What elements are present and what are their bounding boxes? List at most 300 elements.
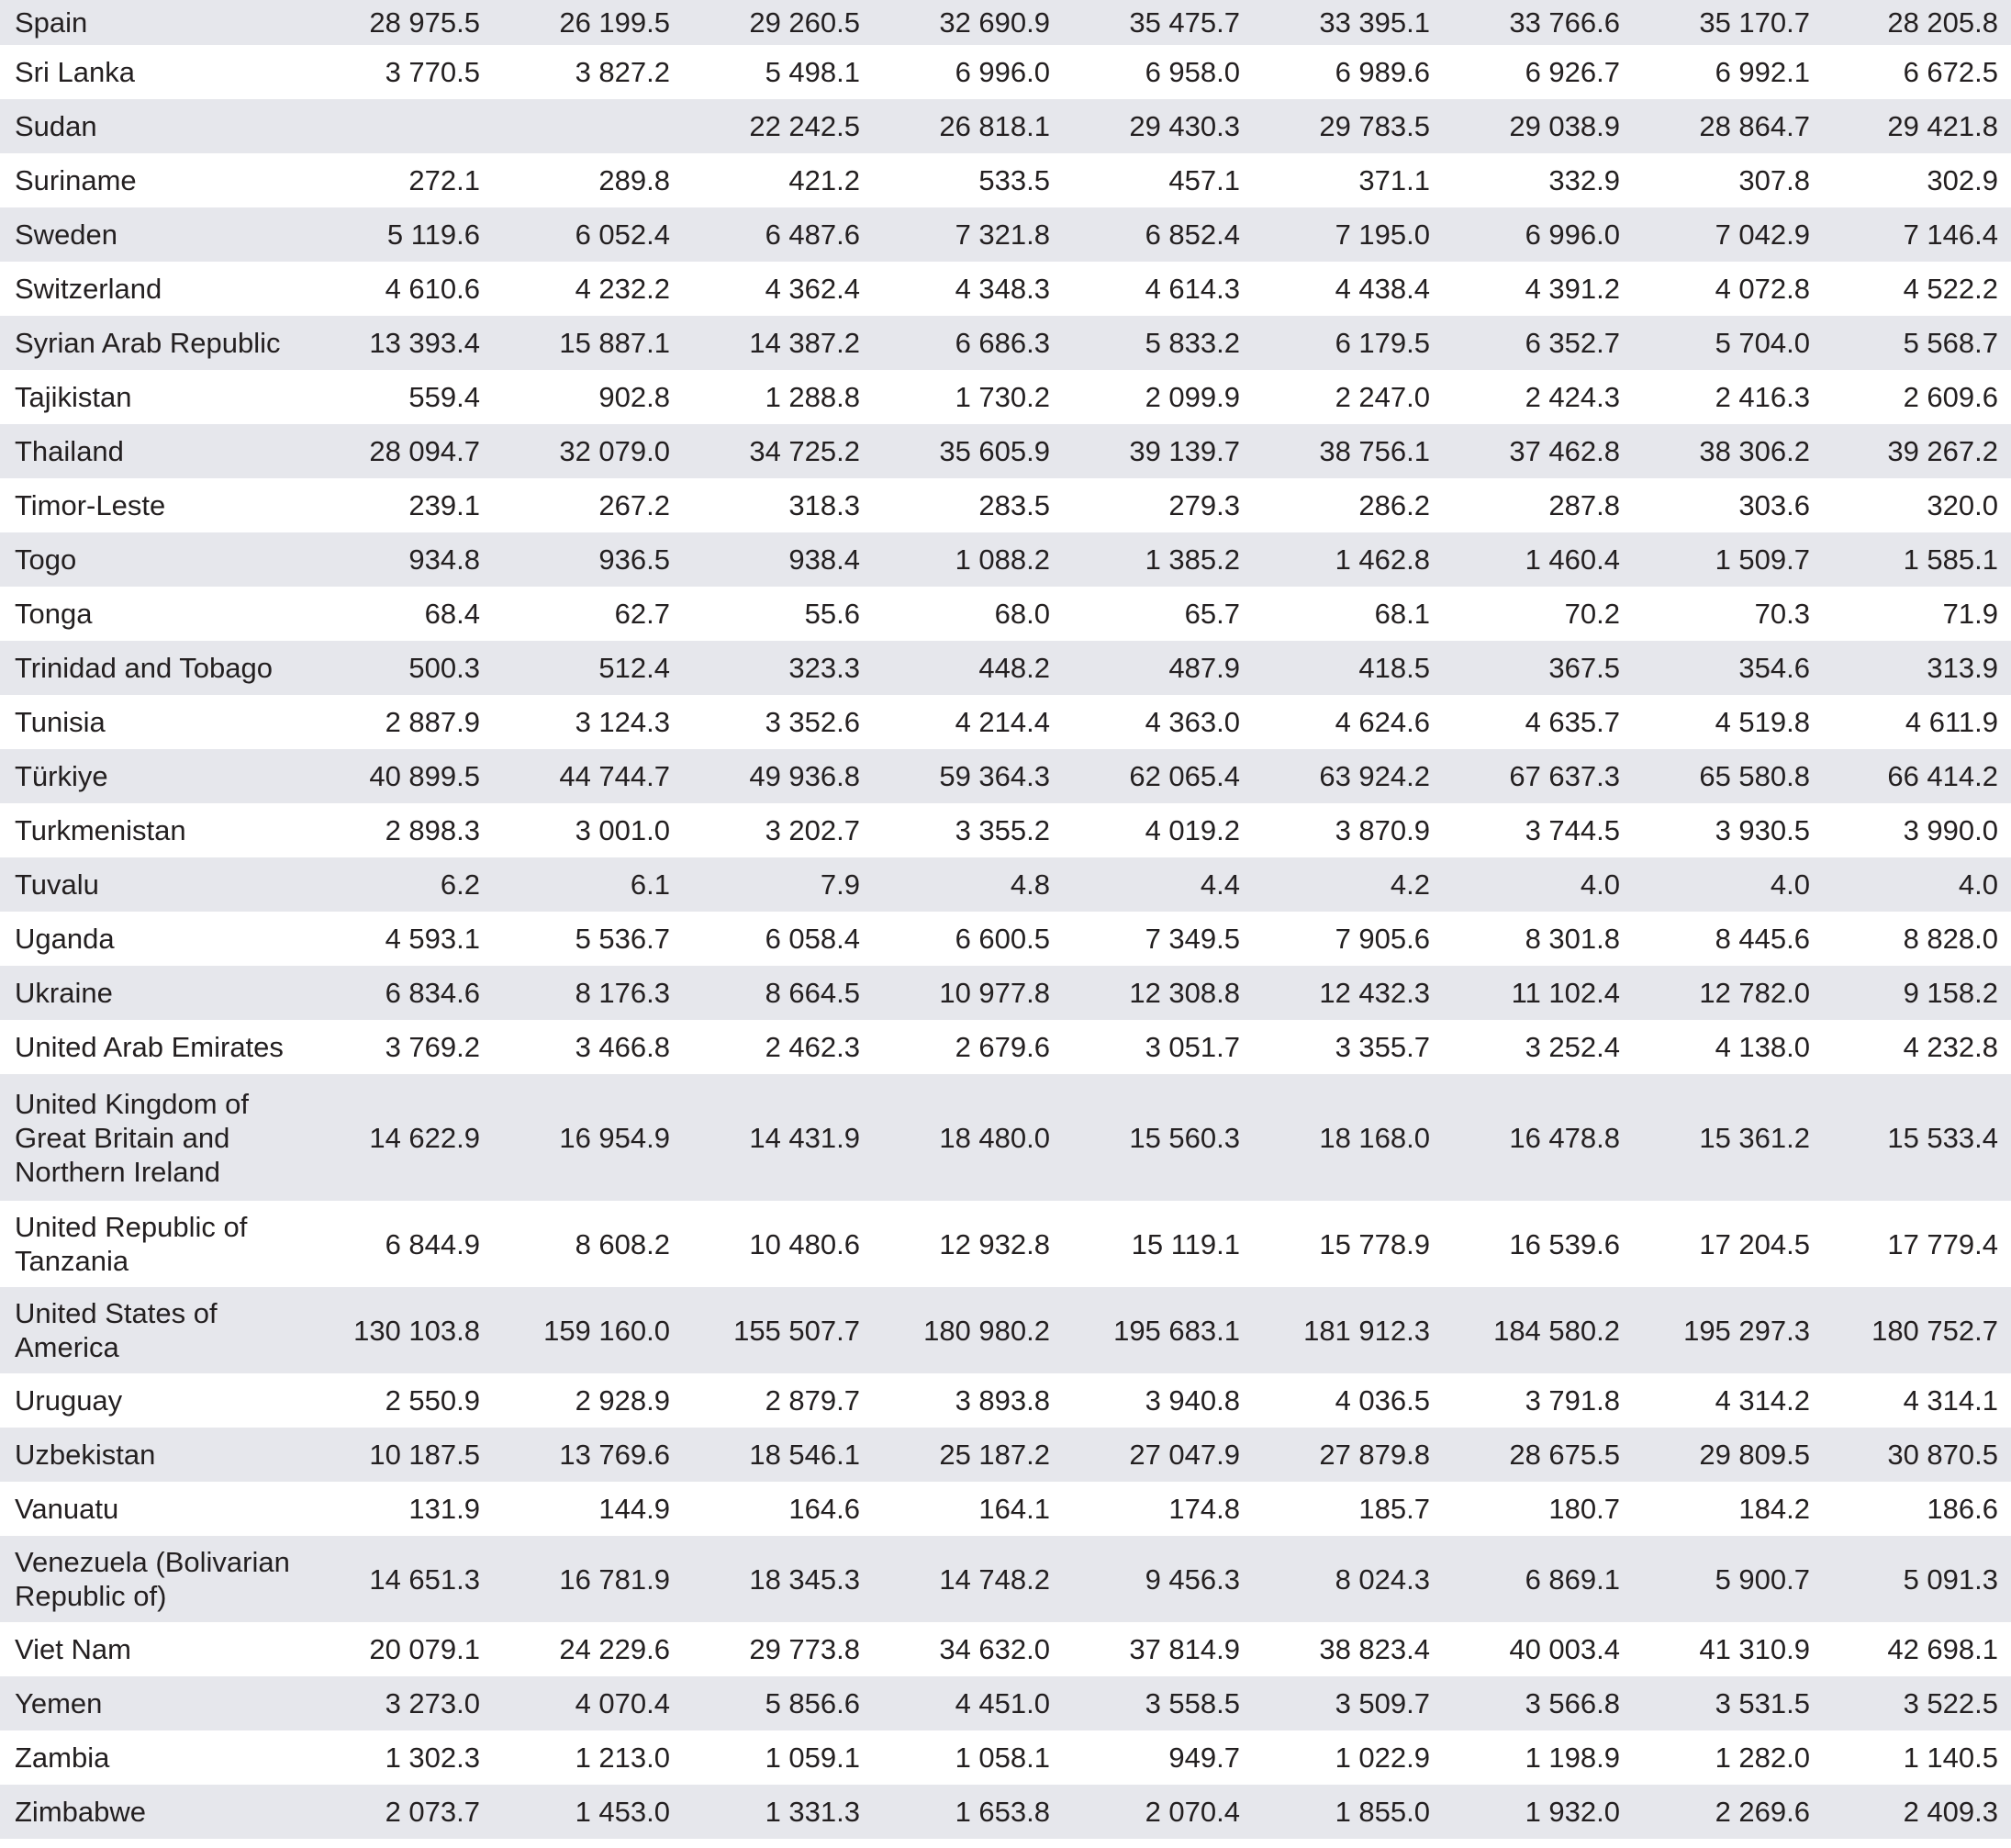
value-cell: 38 756.1 [1253,424,1443,478]
value-cell: 279.3 [1168,489,1240,521]
value-cell: 3 893.8 [955,1384,1050,1417]
value-cell: 15 119.1 [1131,1227,1240,1260]
value-cell: 320.0 [1927,489,1998,521]
value-cell: 2 887.9 [385,706,480,738]
value-cell: 267.2 [598,489,670,521]
country-name-cell: Sri Lanka [15,56,135,88]
table-row [0,207,2011,262]
value-cell: 155 507.7 [683,1287,873,1373]
value-cell: 68.1 [1374,598,1430,630]
value-cell: 6 926.7 [1525,56,1620,88]
value-cell: 4.2 [1253,857,1443,912]
value-cell: 44 744.7 [493,749,683,803]
value-cell: 29 430.3 [1063,99,1253,153]
value-cell: 4 138.0 [1715,1031,1810,1063]
value-cell: 6 352.7 [1443,316,1633,370]
value-cell: 15 361.2 [1633,1074,1823,1201]
value-cell: 25 187.2 [873,1428,1063,1482]
value-cell: 20 079.1 [369,1633,480,1665]
value-cell: 42 698.1 [1887,1633,1998,1665]
value-cell: 15 887.1 [493,316,683,370]
value-cell: 4 522.2 [1903,273,1998,305]
value-cell: 70.3 [1754,598,1810,630]
value-cell: 448.2 [873,641,1063,695]
value-cell: 272.1 [408,164,480,196]
country-name-cell: Syrian Arab Republic [0,316,303,370]
value-cell: 283.5 [978,489,1050,521]
value-cell: 6 958.0 [1145,56,1240,88]
value-cell: 533.5 [978,164,1050,196]
value-cell: 1 462.8 [1253,532,1443,587]
country-name-cell: Yemen [0,1676,303,1730]
value-cell: 10 187.5 [303,1428,493,1482]
table-row [0,857,2011,912]
country-name-cell: Tuvalu [0,857,303,912]
value-cell: 14 387.2 [683,316,873,370]
country-name-cell: Thailand [0,424,303,478]
country-name-cell: Türkiye [0,749,303,803]
value-cell: 7 349.5 [1145,923,1240,955]
value-cell: 180 752.7 [1823,1287,2011,1373]
value-cell: 195 683.1 [1063,1287,1253,1373]
value-cell: 14 651.3 [303,1536,493,1622]
value-cell: 3 870.9 [1335,814,1430,846]
value-cell: 2 073.7 [303,1785,493,1839]
value-cell: 35 170.7 [1633,0,1823,45]
value-cell: 26 818.1 [873,99,1063,153]
value-cell: 184.2 [1738,1493,1810,1525]
value-cell: 32 079.0 [493,424,683,478]
value-cell: 3 522.5 [1823,1676,2011,1730]
country-name-cell: Trinidad and Tobago [0,641,303,695]
value-cell: 239.1 [408,489,480,521]
value-cell: 500.3 [303,641,493,695]
table-row [0,1482,2011,1536]
value-cell: 6 852.4 [1063,207,1253,262]
value-cell: 2 099.9 [1145,381,1240,413]
value-cell: 15 533.4 [1823,1074,2011,1201]
value-cell: 63 924.2 [1253,749,1443,803]
value-cell: 4 362.4 [765,273,860,305]
value-cell: 29 783.5 [1253,99,1443,153]
value-cell: 59 364.3 [873,749,1063,803]
value-cell: 26 199.5 [493,0,683,45]
table-row [0,316,2011,370]
value-cell: 1 331.3 [683,1785,873,1839]
value-cell: 6.2 [303,857,493,912]
value-cell: 4 624.6 [1335,706,1430,738]
value-cell: 186.6 [1927,1493,1998,1525]
value-cell: 1 213.0 [575,1742,670,1774]
value-cell: 37 814.9 [1129,1633,1240,1665]
country-name-cell: Switzerland [15,273,162,305]
value-cell: 30 870.5 [1823,1428,2011,1482]
value-cell: 55.6 [804,598,860,630]
value-cell: 4.0 [1633,857,1823,912]
value-cell: 3 769.2 [385,1031,480,1063]
country-name-cell: United Kingdom of Great Britain and Northern Ireland [0,1074,303,1201]
value-cell: 67 637.3 [1443,749,1633,803]
value-cell: 39 267.2 [1823,424,2011,478]
value-cell: 3 252.4 [1525,1031,1620,1063]
value-cell: 68.0 [994,598,1050,630]
value-cell: 307.8 [1738,164,1810,196]
value-cell: 18 168.0 [1253,1074,1443,1201]
value-cell: 5 856.6 [683,1676,873,1730]
value-cell: 418.5 [1253,641,1443,695]
value-cell: 14 622.9 [303,1074,493,1201]
value-cell: 32 690.9 [873,0,1063,45]
value-cell: 16 478.8 [1443,1074,1633,1201]
value-cell: 354.6 [1633,641,1823,695]
value-cell: 12 432.3 [1253,966,1443,1020]
value-cell: 4 348.3 [955,273,1050,305]
value-cell: 4 438.4 [1335,273,1430,305]
value-cell: 180.7 [1548,1493,1620,1525]
value-cell: 2 609.6 [1903,381,1998,413]
table-row [0,1428,2011,1482]
country-name-cell: United Arab Emirates [15,1031,284,1063]
country-name-cell: United Republic of Tanzania [15,1211,248,1277]
value-cell: 2 070.4 [1063,1785,1253,1839]
value-cell: 8 176.3 [493,966,683,1020]
country-name-cell: Zimbabwe [0,1785,303,1839]
table-row [0,1373,2011,1428]
value-cell: 14 748.2 [873,1536,1063,1622]
table-row [0,153,2011,207]
value-cell: 195 297.3 [1633,1287,1823,1373]
value-cell: 313.9 [1823,641,2011,695]
value-cell: 17 779.4 [1887,1227,1998,1260]
value-cell: 1 022.9 [1335,1742,1430,1774]
value-cell: 1 855.0 [1253,1785,1443,1839]
value-cell: 4 593.1 [385,923,480,955]
value-cell [303,99,493,153]
value-cell: 3 355.2 [955,814,1050,846]
value-cell: 6 989.6 [1335,56,1430,88]
value-cell: 33 395.1 [1253,0,1443,45]
value-cell: 2 898.3 [385,814,480,846]
value-cell: 6 834.6 [303,966,493,1020]
table-row [0,1785,2011,1839]
value-cell: 2 928.9 [575,1384,670,1417]
value-cell: 1 282.0 [1715,1742,1810,1774]
value-cell: 130 103.8 [303,1287,493,1373]
value-cell: 371.1 [1358,164,1430,196]
value-cell: 7 042.9 [1633,207,1823,262]
value-cell: 28 864.7 [1633,99,1823,153]
value-cell: 4 363.0 [1145,706,1240,738]
country-name-cell: Tunisia [15,706,106,738]
value-cell: 367.5 [1443,641,1633,695]
value-cell: 38 823.4 [1319,1633,1430,1665]
value-cell: 4 611.9 [1905,706,1998,738]
value-cell: 4 036.5 [1335,1384,1430,1417]
country-name-cell: Vanuatu [15,1493,119,1525]
table-row [0,587,2011,641]
value-cell: 6 996.0 [1443,207,1633,262]
value-cell: 6 052.4 [493,207,683,262]
value-cell: 40 899.5 [303,749,493,803]
value-cell: 1 932.0 [1443,1785,1633,1839]
value-cell: 421.2 [788,164,860,196]
table-row [0,966,2011,1020]
table-row [0,1074,2011,1201]
value-cell: 8 445.6 [1715,923,1810,955]
value-cell: 18 480.0 [873,1074,1063,1201]
country-name-cell: Tonga [15,598,93,630]
country-name-cell: Sweden [0,207,303,262]
table-row [0,749,2011,803]
value-cell: 8 024.3 [1253,1536,1443,1622]
value-cell: 3 273.0 [303,1676,493,1730]
value-cell: 40 003.4 [1509,1633,1620,1665]
value-cell: 71.9 [1942,598,1998,630]
value-cell: 4.0 [1823,857,2011,912]
value-cell: 164.6 [788,1493,860,1525]
value-cell: 17 204.5 [1699,1227,1810,1260]
value-cell: 6 672.5 [1903,56,1998,88]
table-row [0,1020,2011,1074]
country-name-cell: Venezuela (Bolivarian Republic of) [0,1536,303,1622]
value-cell: 2 679.6 [955,1031,1050,1063]
value-cell: 6 869.1 [1443,1536,1633,1622]
value-cell: 29 421.8 [1823,99,2011,153]
value-cell: 4.8 [873,857,1063,912]
value-cell: 4 635.7 [1525,706,1620,738]
value-cell: 6 996.0 [955,56,1050,88]
value-cell: 1 302.3 [385,1742,480,1774]
table-row [0,262,2011,316]
value-cell: 34 725.2 [683,424,873,478]
value-cell: 2 247.0 [1335,381,1430,413]
value-cell: 4 232.2 [575,273,670,305]
country-name-cell: Viet Nam [15,1633,131,1665]
value-cell: 65.7 [1184,598,1240,630]
value-cell: 4 314.1 [1903,1384,1998,1417]
value-cell: 303.6 [1738,489,1810,521]
value-cell: 559.4 [408,381,480,413]
country-name-cell: Uganda [15,923,115,955]
value-cell: 289.8 [598,164,670,196]
table-row [0,912,2011,966]
value-cell: 29 260.5 [683,0,873,45]
value-cell: 15 560.3 [1063,1074,1253,1201]
value-cell: 1 453.0 [493,1785,683,1839]
value-cell: 2 269.6 [1633,1785,1823,1839]
value-cell: 3 990.0 [1903,814,1998,846]
value-cell: 302.9 [1927,164,1998,196]
value-cell: 12 932.8 [939,1227,1050,1260]
value-cell: 6 179.5 [1253,316,1443,370]
value-cell: 4 232.8 [1903,1031,1998,1063]
country-name-cell: Togo [0,532,303,587]
value-cell: 287.8 [1548,489,1620,521]
value-cell: 37 462.8 [1443,424,1633,478]
value-cell: 938.4 [683,532,873,587]
value-cell: 4 072.8 [1715,273,1810,305]
value-cell: 70.2 [1564,598,1620,630]
value-cell: 174.8 [1168,1493,1240,1525]
value-cell: 3 827.2 [575,56,670,88]
value-cell: 5 498.1 [765,56,860,88]
value-cell: 15 778.9 [1319,1227,1430,1260]
table-row [0,641,2011,695]
value-cell: 18 345.3 [683,1536,873,1622]
value-cell: 184 580.2 [1443,1287,1633,1373]
value-cell: 4 451.0 [873,1676,1063,1730]
value-cell: 936.5 [493,532,683,587]
value-cell: 4 519.8 [1715,706,1810,738]
value-cell: 3 930.5 [1715,814,1810,846]
value-cell: 6 058.4 [765,923,860,955]
value-cell: 5 568.7 [1823,316,2011,370]
value-cell: 35 605.9 [873,424,1063,478]
value-cell: 18 546.1 [683,1428,873,1482]
value-cell: 1 058.1 [955,1742,1050,1774]
country-name-cell: Tajikistan [15,381,132,413]
value-cell: 2 416.3 [1715,381,1810,413]
value-cell: 4 214.4 [955,706,1050,738]
value-cell: 62 065.4 [1063,749,1253,803]
value-cell: 3 001.0 [575,814,670,846]
value-cell: 2 424.3 [1525,381,1620,413]
value-cell: 3 744.5 [1525,814,1620,846]
value-cell: 3 509.7 [1253,1676,1443,1730]
table-row [0,1622,2011,1676]
value-cell: 1 088.2 [873,532,1063,587]
value-cell: 3 124.3 [575,706,670,738]
value-cell: 27 879.8 [1253,1428,1443,1482]
table-row [0,424,2011,478]
table-row [0,45,2011,99]
value-cell: 332.9 [1548,164,1620,196]
value-cell: 8 828.0 [1903,923,1998,955]
table-row [0,1201,2011,1287]
country-name-cell: Uzbekistan [0,1428,303,1482]
value-cell: 3 531.5 [1633,1676,1823,1730]
value-cell: 39 139.7 [1063,424,1253,478]
value-cell: 13 393.4 [303,316,493,370]
value-cell: 4 614.3 [1145,273,1240,305]
value-cell: 16 954.9 [493,1074,683,1201]
value-cell: 934.8 [303,532,493,587]
value-cell: 4 314.2 [1715,1384,1810,1417]
value-cell: 38 306.2 [1633,424,1823,478]
value-cell: 28 975.5 [303,0,493,45]
value-cell: 1 288.8 [765,381,860,413]
value-cell: 6 992.1 [1715,56,1810,88]
value-cell: 11 102.4 [1443,966,1633,1020]
value-cell: 6.1 [493,857,683,912]
value-cell: 4 019.2 [1145,814,1240,846]
table-row [0,478,2011,532]
value-cell: 10 977.8 [873,966,1063,1020]
value-cell: 1 059.1 [765,1742,860,1774]
value-cell: 7 321.8 [873,207,1063,262]
country-name-cell: Zambia [15,1742,110,1774]
value-cell: 29 809.5 [1633,1428,1823,1482]
table-row [0,695,2011,749]
value-cell: 65 580.8 [1633,749,1823,803]
value-cell: 16 539.6 [1509,1227,1620,1260]
value-cell: 4 391.2 [1525,273,1620,305]
value-cell: 1 509.7 [1633,532,1823,587]
value-cell: 286.2 [1358,489,1430,521]
value-cell: 159 160.0 [493,1287,683,1373]
value-cell: 24 229.6 [559,1633,670,1665]
value-cell: 1 460.4 [1443,532,1633,587]
value-cell: 68.4 [424,598,480,630]
value-cell: 29 773.8 [749,1633,860,1665]
value-cell: 164.1 [978,1493,1050,1525]
country-name-cell: Uruguay [15,1384,123,1417]
value-cell: 3 558.5 [1063,1676,1253,1730]
value-cell: 318.3 [788,489,860,521]
value-cell: 902.8 [598,381,670,413]
table-row [0,1287,2011,1373]
value-cell: 323.3 [683,641,873,695]
country-name-cell: Ukraine [0,966,303,1020]
table-row [0,1536,2011,1622]
value-cell: 12 308.8 [1063,966,1253,1020]
value-cell: 35 475.7 [1063,0,1253,45]
table-row [0,1676,2011,1730]
value-cell: 66 414.2 [1823,749,2011,803]
value-cell: 3 566.8 [1443,1676,1633,1730]
value-cell: 1 140.5 [1903,1742,1998,1774]
value-cell: 3 770.5 [385,56,480,88]
value-cell: 10 480.6 [749,1227,860,1260]
value-cell: 6 600.5 [955,923,1050,955]
value-cell: 6 844.9 [385,1227,480,1260]
value-cell: 22 242.5 [683,99,873,153]
value-cell: 5 119.6 [303,207,493,262]
value-cell: 9 456.3 [1063,1536,1253,1622]
value-cell: 9 158.2 [1823,966,2011,1020]
value-cell: 512.4 [493,641,683,695]
value-cell: 8 608.2 [575,1227,670,1260]
country-name-cell: Spain [0,0,303,45]
value-cell: 13 769.6 [493,1428,683,1482]
value-cell: 2 879.7 [765,1384,860,1417]
value-cell: 33 766.6 [1443,0,1633,45]
value-cell: 27 047.9 [1063,1428,1253,1482]
value-cell: 3 791.8 [1525,1384,1620,1417]
country-name-cell: Sudan [0,99,303,153]
value-cell: 487.9 [1063,641,1253,695]
value-cell: 6 487.6 [683,207,873,262]
value-cell: 949.7 [1168,1742,1240,1774]
table-row [0,0,2011,45]
value-cell: 181 912.3 [1253,1287,1443,1373]
value-cell: 49 936.8 [683,749,873,803]
value-cell: 1 198.9 [1525,1742,1620,1774]
value-cell: 1 585.1 [1823,532,2011,587]
value-cell: 4.4 [1063,857,1253,912]
value-cell: 5 704.0 [1633,316,1823,370]
value-cell: 8 664.5 [683,966,873,1020]
value-cell: 4 070.4 [493,1676,683,1730]
table-row [0,803,2011,857]
value-cell: 3 940.8 [1145,1384,1240,1417]
value-cell: 5 833.2 [1063,316,1253,370]
value-cell: 4 610.6 [385,273,480,305]
value-cell: 2 409.3 [1823,1785,2011,1839]
value-cell: 144.9 [598,1493,670,1525]
value-cell [493,99,683,153]
value-cell: 5 536.7 [575,923,670,955]
